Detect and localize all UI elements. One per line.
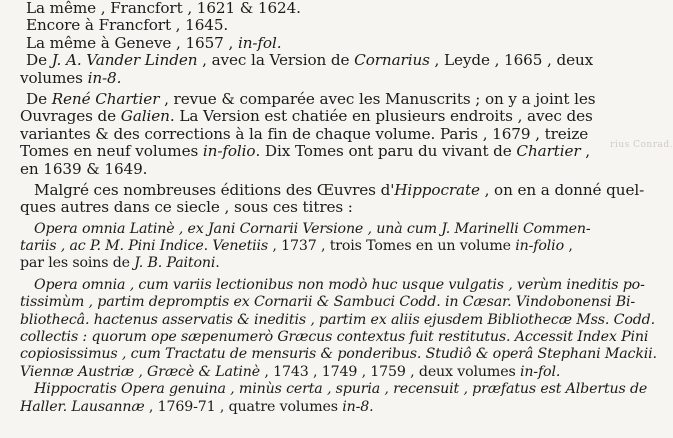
text-line-1: La même , Francfort , 1621 & 1624. — [26, 0, 301, 17]
text-line-16: Opera omnia , cum variis lectionibus non modò huc usque vulgatis , verùm ineditis po- — [34, 276, 645, 293]
text-line-22: Hippocratis Opera genuina , minùs certa , spuria , recensuit , præfatus est Albertus de — [34, 381, 648, 398]
text-line-18: bliothecâ. hactenus asservatis & ineditis , partim ex aliis ejusdem Bibliothecæ Mss. Codd. — [20, 311, 655, 328]
text-line-19: collectis : quorum ope sæpenumerò Græcus contextus fuit restitutus. Accessit Index Pini — [20, 329, 649, 346]
text-line-21: Viennæ Austriæ , Græcè & Latinè , 1743 , 1749 , 1759 , deux volumes in-fol. — [20, 363, 561, 380]
text-line-7: Ouvrages de Galien. La Version est chatiée en plusieurs endroits , avec des — [20, 108, 593, 126]
text-line-14: tariis , ac P. M. Pini Indice. Venetiis , 1737 , trois Tomes en un volume in-folio , — [20, 238, 573, 255]
text-line-13: Opera omnia Latinè , ex Jani Cornarii Versione , unà cum J. Marinelli Commen- — [34, 220, 591, 237]
text-line-3: La même à Geneve , 1657 , in-fol. — [26, 34, 282, 52]
text-line-5: volumes in-8. — [20, 69, 122, 87]
text-line-11: Malgré ces nombreuses éditions des Œuvres d'Hippocrate , on en a donné quel- — [34, 181, 645, 199]
text-line-6: De René Chartier , revue & comparée avec les Manuscrits ; on y a joint les — [26, 90, 596, 108]
text-line-4: De J. A. Vander Linden , avec la Version de Cornarius , Leyde , 1665 , deux — [26, 52, 594, 70]
text-line-12: ques autres dans ce siecle , sous ces titres : — [20, 199, 353, 217]
margin-bleed-text: rius Conrad. — [610, 140, 673, 150]
text-line-9: Tomes en neuf volumes in-folio. Dix Tomes ont paru du vivant de Chartier , — [20, 143, 591, 161]
text-line-20: copiosissimus , cum Tractatu de mensuris & ponderibus. Studiô & operâ Stephani Mackii. — [20, 346, 657, 363]
text-line-15: par les soins de J. B. Paitoni. — [20, 255, 220, 272]
text-line-2: Encore à Francfort , 1645. — [26, 17, 229, 35]
text-line-17: tissimùm , partim depromptis ex Cornarii & Sambuci Codd. in Cæsar. Vindobonensi Bi- — [20, 294, 636, 311]
text-line-23: Haller. Lausannæ , 1769-71 , quatre volumes in-8. — [20, 398, 374, 415]
text-line-8: variantes & des corrections à la fin de chaque volume. Paris , 1679 , treize — [20, 125, 589, 143]
text-line-10: en 1639 & 1649. — [20, 160, 148, 178]
